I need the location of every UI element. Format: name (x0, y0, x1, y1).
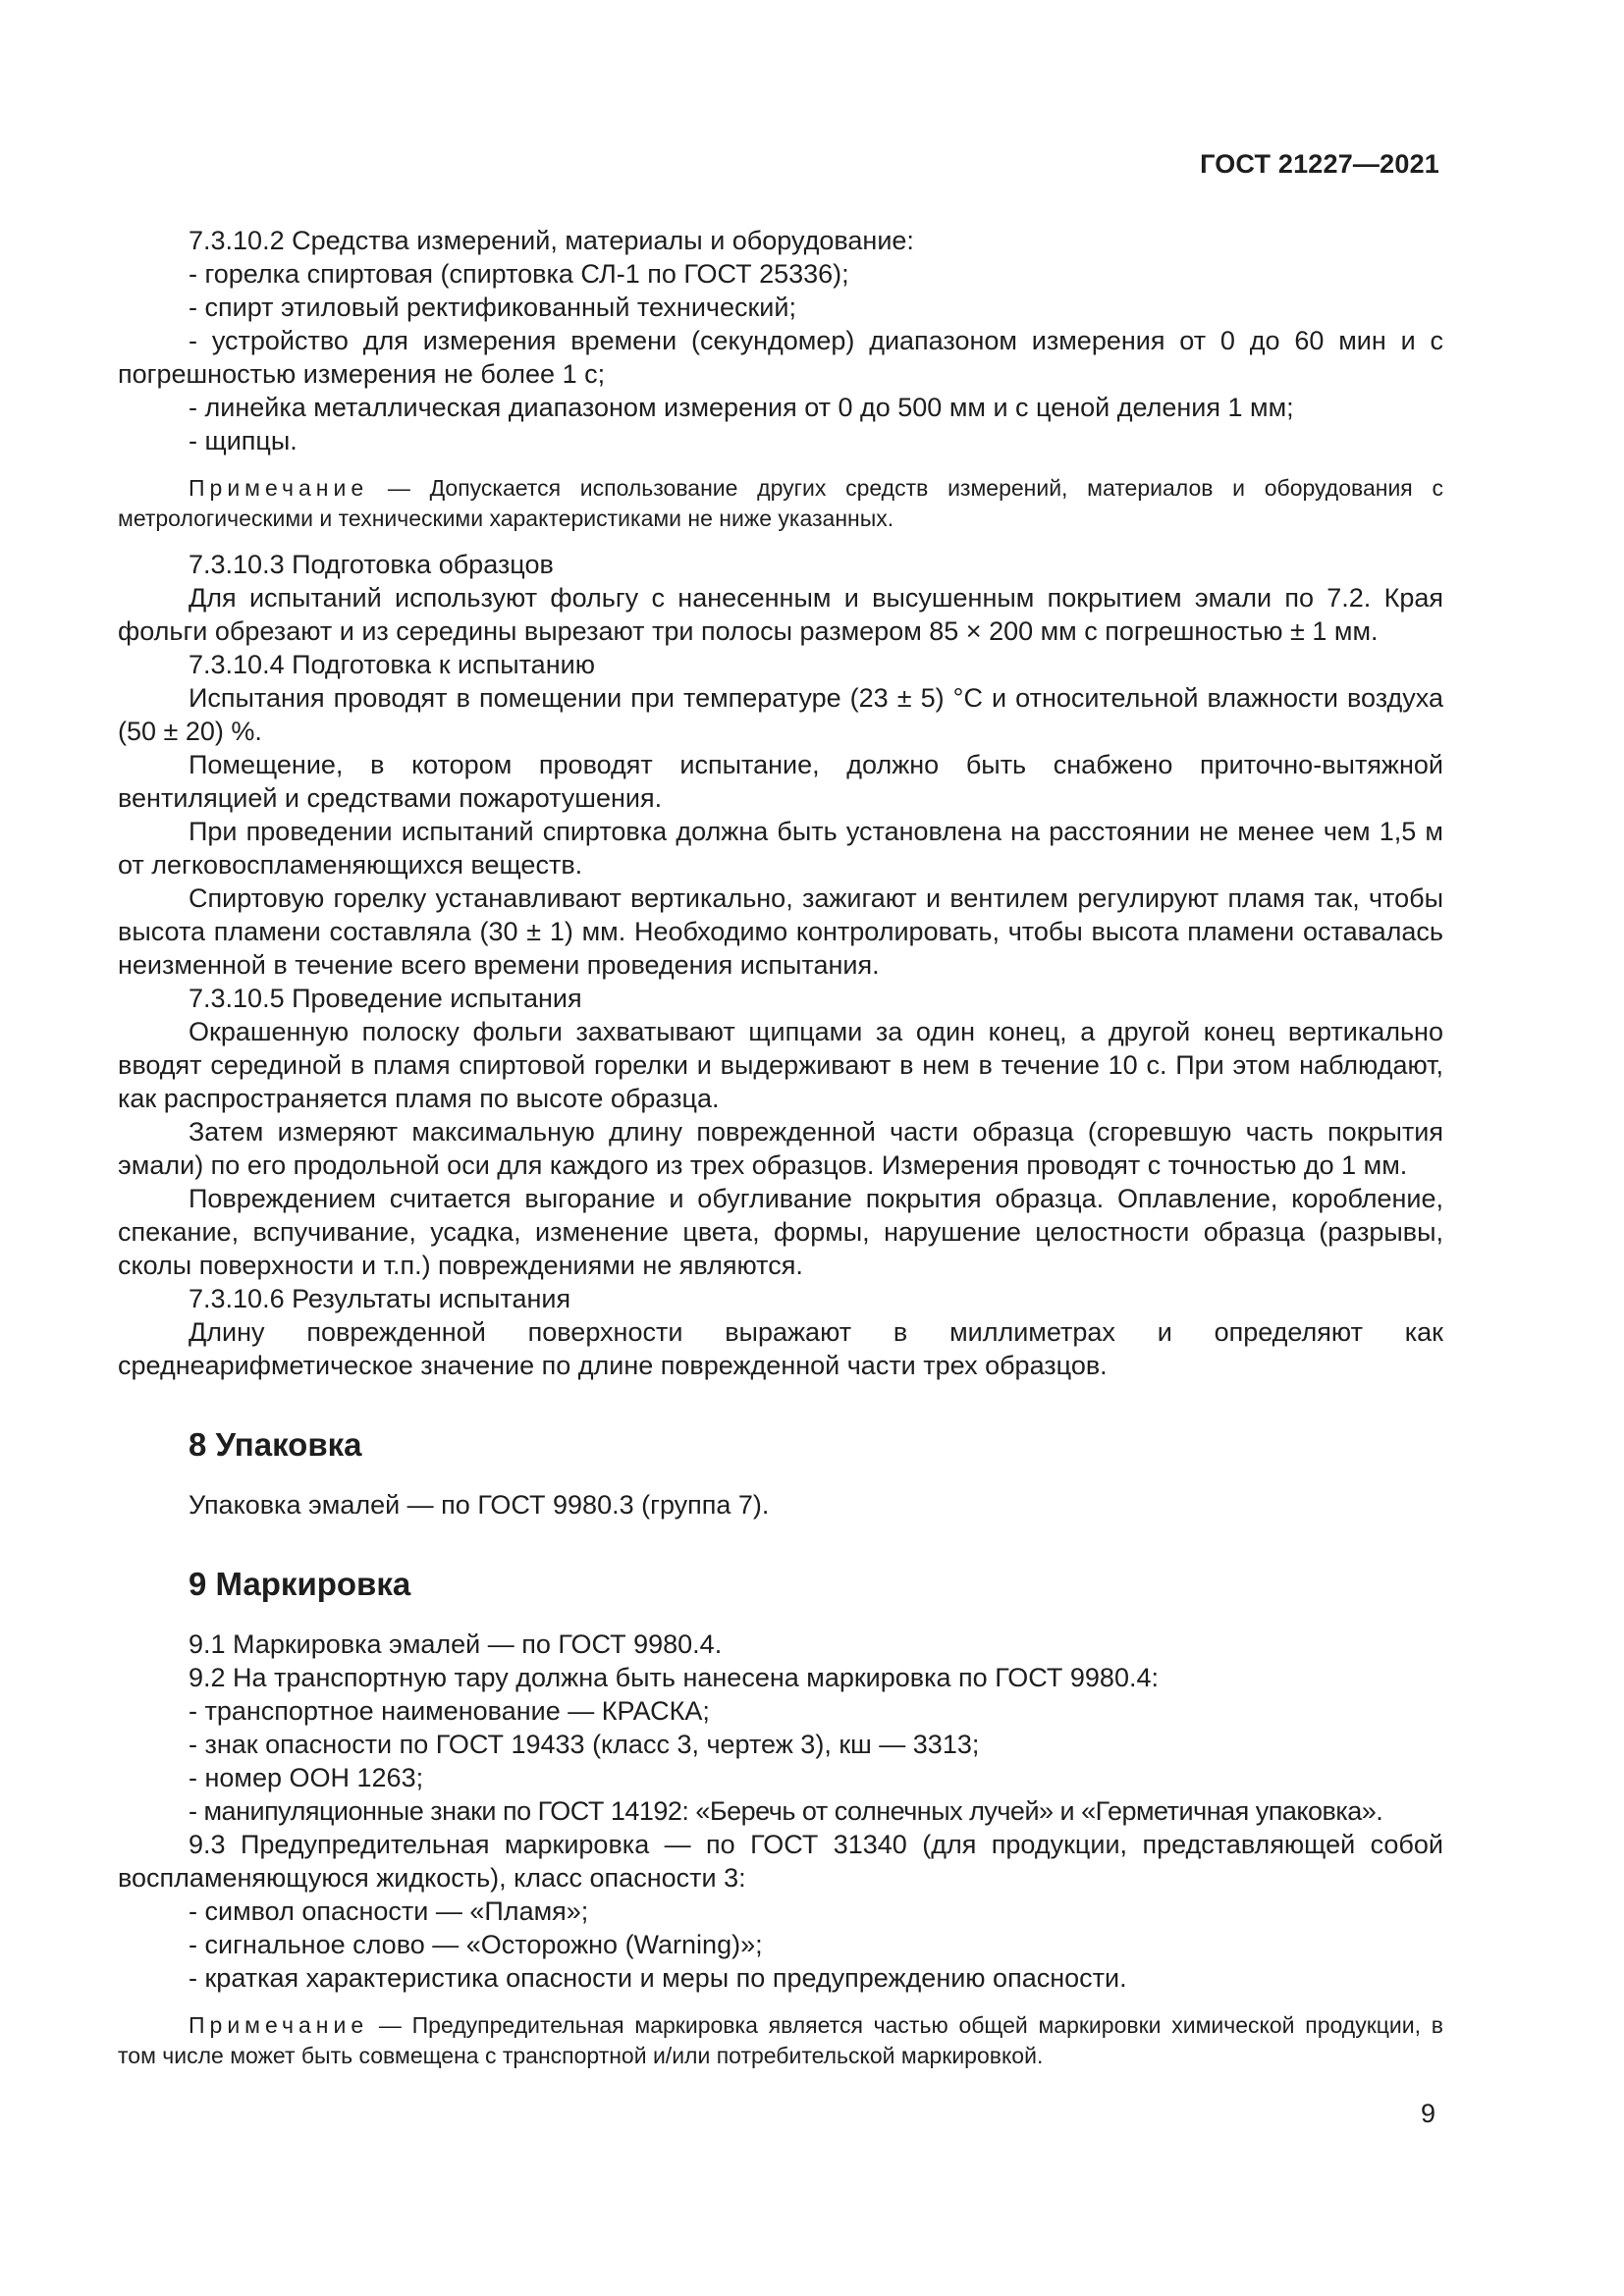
section-8-heading: 8 Упаковка (189, 1426, 362, 1463)
section-9-heading: 9 Маркировка (189, 1566, 411, 1602)
note-2 (118, 2010, 1443, 2071)
note-label: Примечание (189, 2012, 369, 2038)
clause-7-3-10-4-heading: 7.3.10.4 Подготовка к испытанию (189, 650, 595, 679)
marking-item: - номер ООН 1263; (189, 1763, 424, 1792)
warning-item: - краткая характеристика опасности и меры по предупреждению опасности. (189, 1963, 1127, 1993)
page-content (118, 224, 1443, 2085)
clause-9-2: 9.2 На транспортную тару должна быть нанесена маркировка по ГОСТ 9980.4: (189, 1663, 1159, 1692)
page-number: 9 (1420, 2099, 1435, 2128)
clause-9-1: 9.1 Маркировка эмалей — по ГОСТ 9980.4. (189, 1629, 723, 1659)
clause-9-3: 9.3 Предупредительная маркировка — по ГОСТ 31340 (для продукции, представляющей собой воспламеняющуюся жидкость), класс опасности 3: (118, 1830, 1443, 1893)
equipment-item: - линейка металлическая диапазоном измерения от 0 до 500 мм и с ценой деления 1 мм; (189, 393, 1294, 422)
section-8-text: Упаковка эмалей — по ГОСТ 9980.3 (группа 7). (189, 1490, 770, 1520)
marking-item: - манипуляционные знаки по ГОСТ 14192: «Беречь от солнечных лучей» и «Герметичная упаковка». (189, 1796, 1383, 1826)
equipment-item: - щипцы. (189, 426, 298, 455)
marking-item: - знак опасности по ГОСТ 19433 (класс 3, чертеж 3), кш — 3313; (189, 1730, 980, 1759)
paragraph: Спиртовую горелку устанавливают вертикально, зажигают и вентилем регулируют пламя так, чтобы высота пламени составляла (30 ± 1) мм. Необходимо контролировать, чтобы высота пламени оставалась неизменной в течение всего времени проведения испытания. (118, 883, 1443, 980)
note-text: — Допускается использование других средств измерений, материалов и оборудования с метрологическими и техническими характеристиками не ниже указанных. (118, 475, 1443, 531)
note-text: — Предупредительная маркировка является частью общей маркировки химической продукции, в том числе может быть совмещена с транспортной и/или потребительской маркировкой. (118, 2012, 1443, 2068)
document-code-header: ГОСТ 21227—2021 (1200, 149, 1439, 179)
paragraph: Для испытаний используют фольгу с нанесенным и высушенным покрытием эмали по 7.2. Края фольги обрезают и из середины вырезают три полосы размером 85 × 200 мм с погрешностью ± 1 мм. (118, 583, 1443, 646)
equipment-item: - устройство для измерения времени (секундомер) диапазоном измерения от 0 до 60 мин и с погрешностью измерения не более 1 с; (118, 326, 1443, 389)
warning-item: - сигнальное слово — «Осторожно (Warning)»; (189, 1930, 763, 1959)
warning-item: - символ опасности — «Пламя»; (189, 1896, 589, 1926)
paragraph: Окрашенную полоску фольги захватывают щипцами за один конец, а другой конец вертикально вводят серединой в пламя спиртовой горелки и выдерживают в нем в течение 10 с. При этом наблюдают, как распространяется пламя по высоте образца. (118, 1017, 1443, 1113)
clause-7-3-10-3-heading: 7.3.10.3 Подготовка образцов (189, 550, 554, 579)
equipment-item: - спирт этиловый ректификованный технический; (189, 293, 796, 322)
paragraph: Длину поврежденной поверхности выражают в миллиметрах и определяют как среднеарифметическое значение по длине поврежденной части трех образцов. (118, 1317, 1443, 1380)
paragraph: Испытания проводят в помещении при температуре (23 ± 5) °С и относительной влажности воздуха (50 ± 20) %. (118, 683, 1443, 746)
note-label: Примечание (189, 475, 369, 501)
marking-item: - транспортное наименование — КРАСКА; (189, 1696, 710, 1726)
paragraph: При проведении испытаний спиртовка должна быть установлена на расстоянии не менее чем 1,5 м от легковоспламеняющихся веществ. (118, 817, 1443, 880)
paragraph: Затем измеряют максимальную длину поврежденной части образца (сгоревшую часть покрытия эмали) по его продольной оси для каждого из трех образцов. Измерения проводят с точностью до 1 мм. (118, 1117, 1443, 1180)
paragraph: Повреждением считается выгорание и обугливание покрытия образца. Оплавление, коробление, спекание, вспучивание, усадка, изменение цвета, формы, нарушение целостности образца (разрывы, сколы поверхности и т.п.) повреждениями не являются. (118, 1184, 1443, 1280)
paragraph: Помещение, в котором проводят испытание, должно быть снабжено приточно-вытяжной вентиляцией и средствами пожаротушения. (118, 750, 1443, 813)
clause-7-3-10-6-heading: 7.3.10.6 Результаты испытания (189, 1284, 571, 1313)
clause-7-3-10-5-heading: 7.3.10.5 Проведение испытания (189, 984, 582, 1013)
note-1 (118, 473, 1443, 534)
equipment-item: - горелка спиртовая (спиртовка СЛ-1 по ГОСТ 25336); (189, 259, 849, 289)
clause-7-3-10-2-heading: 7.3.10.2 Средства измерений, материалы и оборудование: (189, 226, 914, 255)
